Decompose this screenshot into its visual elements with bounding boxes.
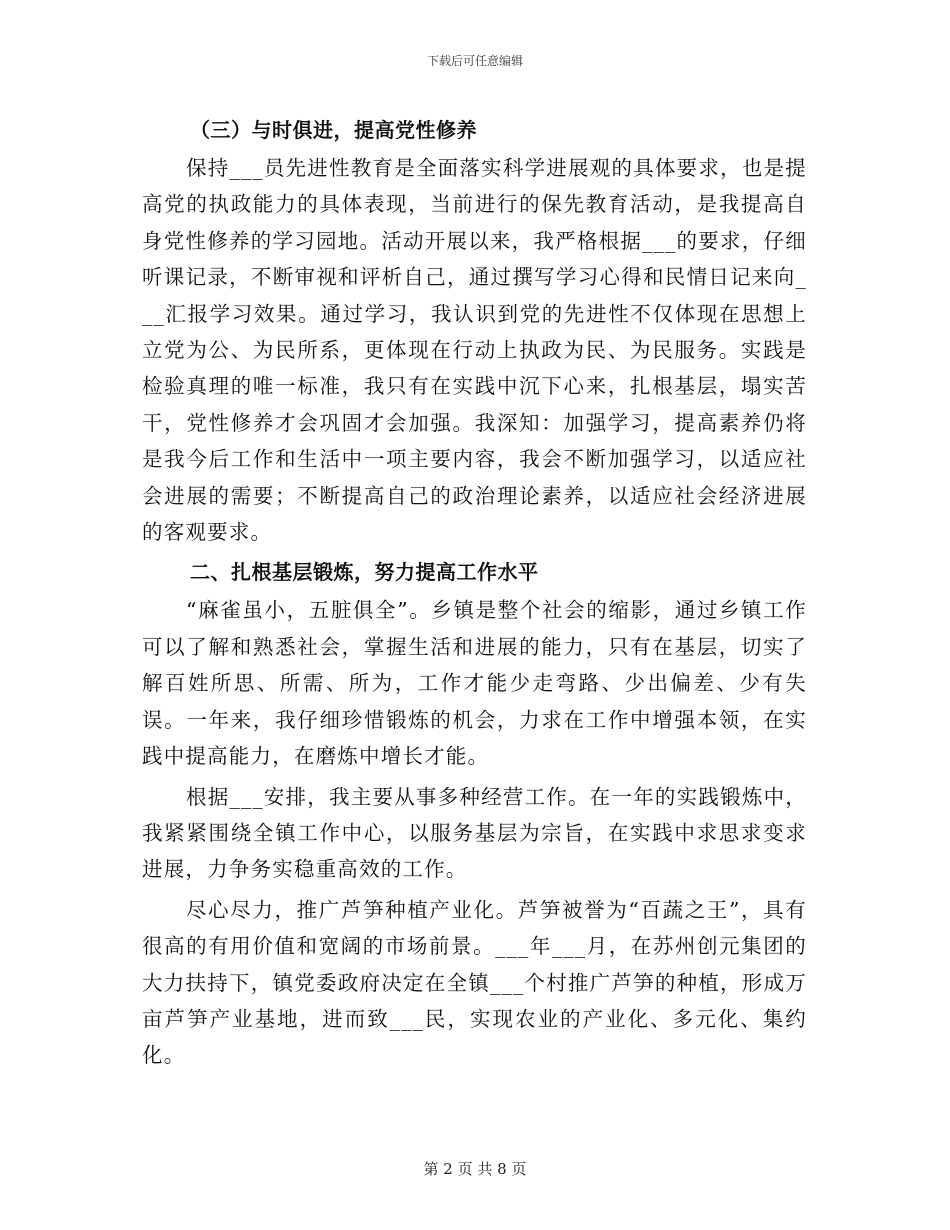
section-heading-grassroots: 二、扎根基层锻炼，努力提高工作水平 [190, 560, 539, 585]
document-body [142, 112, 807, 1078]
page-header-note: 下载后可任意编辑 [426, 54, 523, 68]
paragraph-arrangement: 根据___安排，我主要从事多种经营工作。在一年的实践锻炼中，我紧紧围绕全镇工作中心，以服务基层为宗旨，在实践中求思求变求进展，力争务实稳重高效的工作。 [142, 784, 807, 882]
section-heading-keep-pace: （三）与时俱进，提高党性修养 [190, 118, 477, 142]
paragraph-township: “麻雀虽小，五脏俱全”。乡镇是整个社会的缩影，通过乡镇工作可以了解和熟悉社会，掌握生活和进展的能力，只有在基层，切实了解百姓所思、所需、所为，工作才能少走弯路、少出偏差、少有失误。一年来，我仔细珍惜锻炼的机会，力求在工作中增强本领，在实践中提高能力，在磨炼中增长才能。 [142, 598, 807, 769]
paragraph-party-spirit: 保持___员先进性教育是全面落实科学进展观的具体要求，也是提高党的执政能力的具体表现，当前进行的保先教育活动，是我提高自身党性修养的学习园地。活动开展以来，我严格根据___的要求，仔细听课记录，不断审视和评析自己，通过撰写学习心得和民情日记来向___汇报学习效果。通过学习，我认识到党的先进性不仅体现在思想上立党为公、为民所系，更体现在行动上执政为民、为民服务。实践是检验真理的唯一标准，我只有在实践中沉下心来，扎根基层，塌实苦干，党性修养才会巩固才会加强。我深知：加强学习，提高素养仍将是我今后工作和生活中一项主要内容，我会不断加强学习，以适应社会进展的需要；不断提高自己的政治理论素养，以适应社会经济进展的客观要求。 [142, 156, 807, 545]
paragraph-asparagus: 尽心尽力，推广芦笋种植产业化。芦笋被誉为“百蔬之王”，具有很高的有用价值和宽阔的市场前景。___年___月，在苏州创元集团的大力扶持下，镇党委政府决定在全镇___个村推广芦笋的种植，形成万亩芦笋产业基地，进而致___民，实现农业的产业化、多元化、集约化。 [142, 897, 807, 1068]
page-number: 第 2 页 共 8 页 [423, 1160, 527, 1178]
